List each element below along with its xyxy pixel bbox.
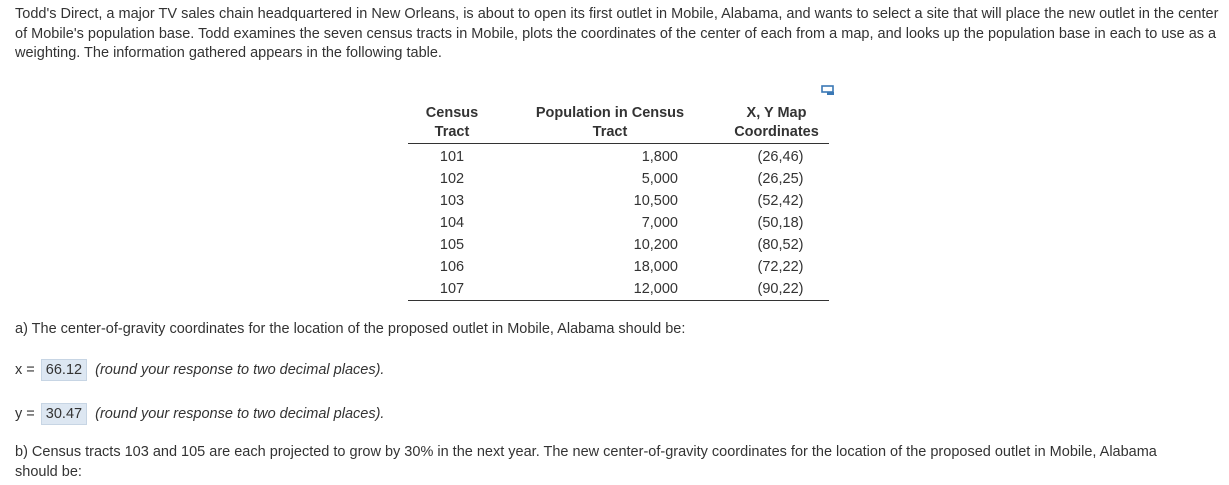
header-coordinates	[724, 104, 829, 144]
cell-tract: 101	[439, 149, 465, 165]
table-row	[408, 278, 829, 301]
table-row	[408, 144, 829, 169]
cell-coordinates: (90,22)	[724, 278, 829, 301]
cell-tract: 103	[439, 193, 465, 209]
part-a-question: a) The center-of-gravity coordinates for the location of the proposed outlet in Mobile, Alabama should be:	[15, 321, 686, 337]
cell-population: 12,000	[496, 278, 724, 301]
table-header-row	[408, 104, 829, 144]
cell-population: 10,500	[633, 193, 678, 209]
header-text: X, Y Map	[746, 105, 807, 121]
table-row	[408, 212, 829, 234]
rounding-hint: (round your response to two decimal places).	[95, 362, 385, 378]
cell-tract: 105	[439, 237, 465, 253]
y-answer-field[interactable]: 30.47	[41, 403, 87, 425]
header-census-tract	[408, 104, 496, 144]
cell-coordinates: (72,22)	[757, 259, 804, 275]
part-b-question: b) Census tracts 103 and 105 are each projected to grow by 30% in the next year. The new center-of-gravity coordinates for the location of the proposed outlet in Mobile, Alabama should be:	[15, 444, 1157, 480]
cell-population: 1,800	[641, 149, 678, 165]
cell-tract: 102	[439, 171, 465, 187]
problem-statement: Todd's Direct, a major TV sales chain headquartered in New Orleans, is about to open its first outlet in Mobile, Alabama, and wants to select a site that will place the new outlet in the center of Mobile's population base. Todd examines the seven census tracts in Mobile, plots the coordinates of the center of each from a map, and looks up the population base in each to use as a weighting. The information gathered appears in the following table.	[15, 6, 1219, 61]
header-population	[496, 104, 724, 144]
y-label: y =	[15, 406, 35, 422]
table-row	[408, 190, 829, 212]
cell-coordinates: (50,18)	[757, 215, 804, 231]
cell-tract: 106	[439, 259, 465, 275]
rounding-hint: (round your response to two decimal places).	[95, 406, 385, 422]
x-label: x =	[15, 362, 35, 378]
cell-population: 5,000	[641, 171, 678, 187]
table-row	[408, 234, 829, 256]
cell-tract: 107	[408, 278, 496, 301]
cell-population: 18,000	[633, 259, 678, 275]
cell-coordinates: (26,46)	[757, 149, 804, 165]
cell-coordinates: (80,52)	[757, 237, 804, 253]
copy-icon[interactable]	[821, 85, 835, 96]
cell-population: 7,000	[641, 215, 678, 231]
answer-x-line	[15, 359, 384, 381]
header-text: Population in Census	[535, 105, 685, 121]
header-text: Coordinates	[734, 124, 819, 140]
answer-y-line	[15, 403, 384, 425]
cell-coordinates: (26,25)	[757, 171, 804, 187]
header-text: Tract	[434, 124, 470, 140]
header-text: Census	[425, 105, 479, 121]
cell-tract: 104	[439, 215, 465, 231]
header-text: Tract	[592, 124, 628, 140]
census-data-table	[408, 104, 829, 301]
cell-coordinates: (52,42)	[757, 193, 804, 209]
table-row	[408, 168, 829, 190]
x-answer-field[interactable]: 66.12	[41, 359, 87, 381]
cell-population: 10,200	[633, 237, 678, 253]
table-row	[408, 256, 829, 278]
